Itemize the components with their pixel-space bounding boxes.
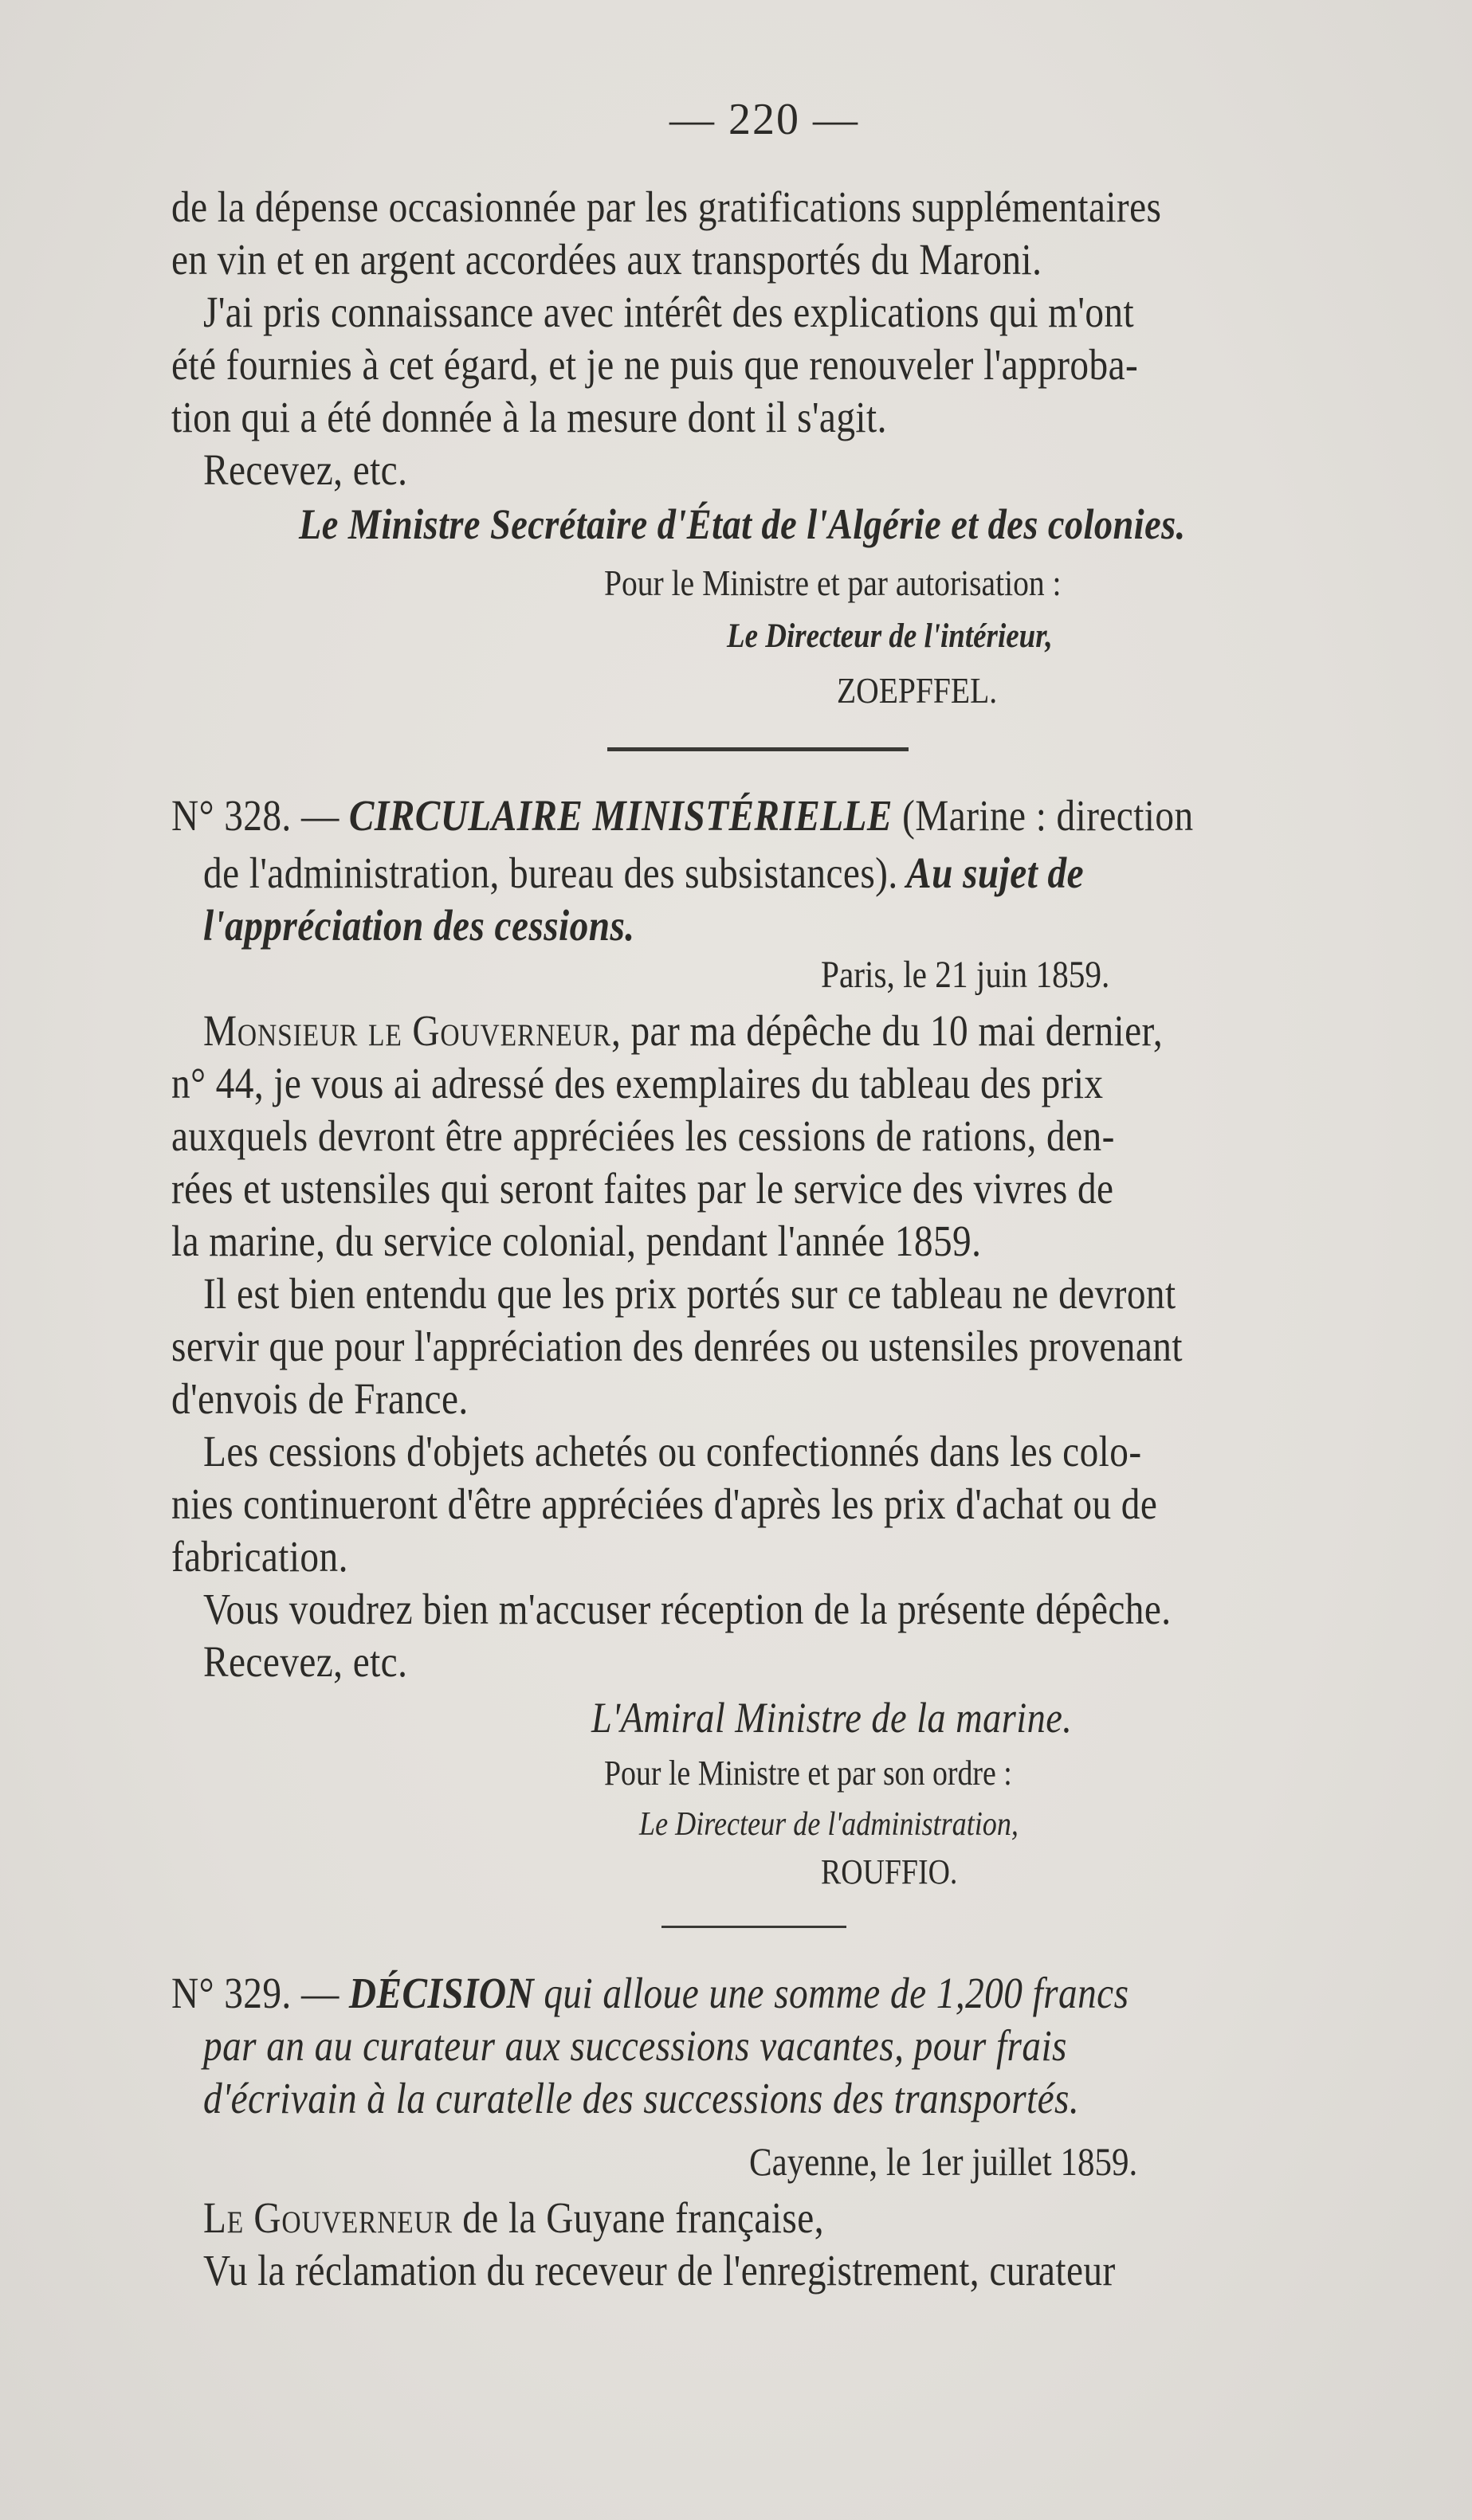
text-line: été fournies à cet égard, et je ne puis que renouveler l'approba- [171, 340, 1139, 389]
text-line: Il est bien entendu que les prix portés sur ce tableau ne devront [203, 1269, 1176, 1318]
text-line: la marine, du service colonial, pendant l'année 1859. [171, 1217, 982, 1265]
heading-dash: — [291, 791, 349, 840]
text-line: nies continueront d'être appréciées d'après les prix d'achat ou de [171, 1479, 1158, 1528]
text-line [203, 2193, 824, 2244]
item-heading-line [171, 790, 1194, 841]
text-line: n° 44, je vous ai adressé des exemplaires du tableau des prix [171, 1059, 1104, 1107]
heading-text: (Marine : direction [892, 791, 1194, 840]
text-line: Vous voudrez bien m'accuser réception de la présente dépêche. [203, 1585, 1172, 1633]
text-span: , par ma dépêche du 10 mai dernier, [610, 1006, 1164, 1055]
decision-date: Cayenne, le 1er juillet 1859. [749, 2139, 1138, 2184]
order-line: Pour le Ministre et par son ordre : [604, 1754, 1012, 1793]
director-title: Le Directeur de l'administration, [639, 1806, 1019, 1843]
heading-text: qui alloue une somme de 1,200 francs [534, 1969, 1129, 2017]
preamble-gouverneur: Gouverneur [253, 2193, 453, 2242]
letter-date: Paris, le 21 juin 1859. [821, 954, 1110, 996]
item-heading-line: d'écrivain à la curatelle des successions des transportés. [203, 2074, 1080, 2122]
text-line: fabrication. [171, 1532, 348, 1581]
minister-signature: L'Amiral Ministre de la marine. [591, 1694, 1073, 1742]
section-divider [607, 747, 909, 751]
section-divider [661, 1926, 846, 1928]
page-number: — 220 — [669, 95, 859, 144]
closing-formula: Recevez, etc. [203, 1637, 408, 1686]
item-number: N° 329. [171, 1969, 292, 2017]
text-line: Les cessions d'objets achetés ou confectionnés dans les colo- [203, 1427, 1142, 1476]
item-heading-line: par an au curateur aux successions vacantes, pour frais [203, 2021, 1067, 2070]
signatory-name: ZOEPFFEL. [837, 670, 998, 711]
text-line [203, 1005, 1163, 1056]
item-heading-line [203, 848, 1084, 899]
text-line: de la dépense occasionnée par les gratifications supplémentaires [171, 182, 1162, 231]
item-title: CIRCULAIRE MINISTÉRIELLE [348, 791, 893, 840]
salutation: Monsieur le Gouverneur [203, 1006, 611, 1055]
text-line: Vu la réclamation du receveur de l'enregistrement, curateur [203, 2246, 1116, 2295]
heading-subject: l'appréciation des cessions. [203, 901, 635, 950]
closing-formula: Recevez, etc. [203, 445, 408, 494]
text-span: de la Guyane française, [452, 2193, 824, 2242]
signatory-name: ROUFFIO. [821, 1852, 958, 1891]
heading-subject: Au sujet de [897, 848, 1084, 897]
item-heading-line [171, 1968, 1129, 2019]
minister-signature: Le Ministre Secrétaire d'État de l'Algérie et des colonies. [299, 500, 1186, 548]
text-line: servir que pour l'appréciation des denrées ou ustensiles provenant [171, 1322, 1183, 1370]
text-line: auxquels devront être appréciées les cessions de rations, den- [171, 1111, 1115, 1160]
heading-text: de l'administration, bureau des subsistances). [203, 848, 898, 897]
text-line: J'ai pris connaissance avec intérêt des explications qui m'ont [203, 288, 1135, 336]
text-line: rées et ustensiles qui seront faites par le service des vivres de [171, 1164, 1114, 1213]
preamble-le: Le [203, 2193, 245, 2242]
authorization-line: Pour le Ministre et par autorisation : [604, 562, 1062, 603]
text-line: en vin et en argent accordées aux transportés du Maroni. [171, 235, 1042, 284]
item-number: N° 328. [171, 791, 292, 840]
heading-dash: — [291, 1969, 349, 2017]
item-title: DÉCISION [348, 1969, 535, 2017]
text-line: d'envois de France. [171, 1374, 469, 1423]
director-title: Le Directeur de l'intérieur, [727, 617, 1053, 655]
text-line: tion qui a été donnée à la mesure dont il s'agit. [171, 393, 887, 441]
